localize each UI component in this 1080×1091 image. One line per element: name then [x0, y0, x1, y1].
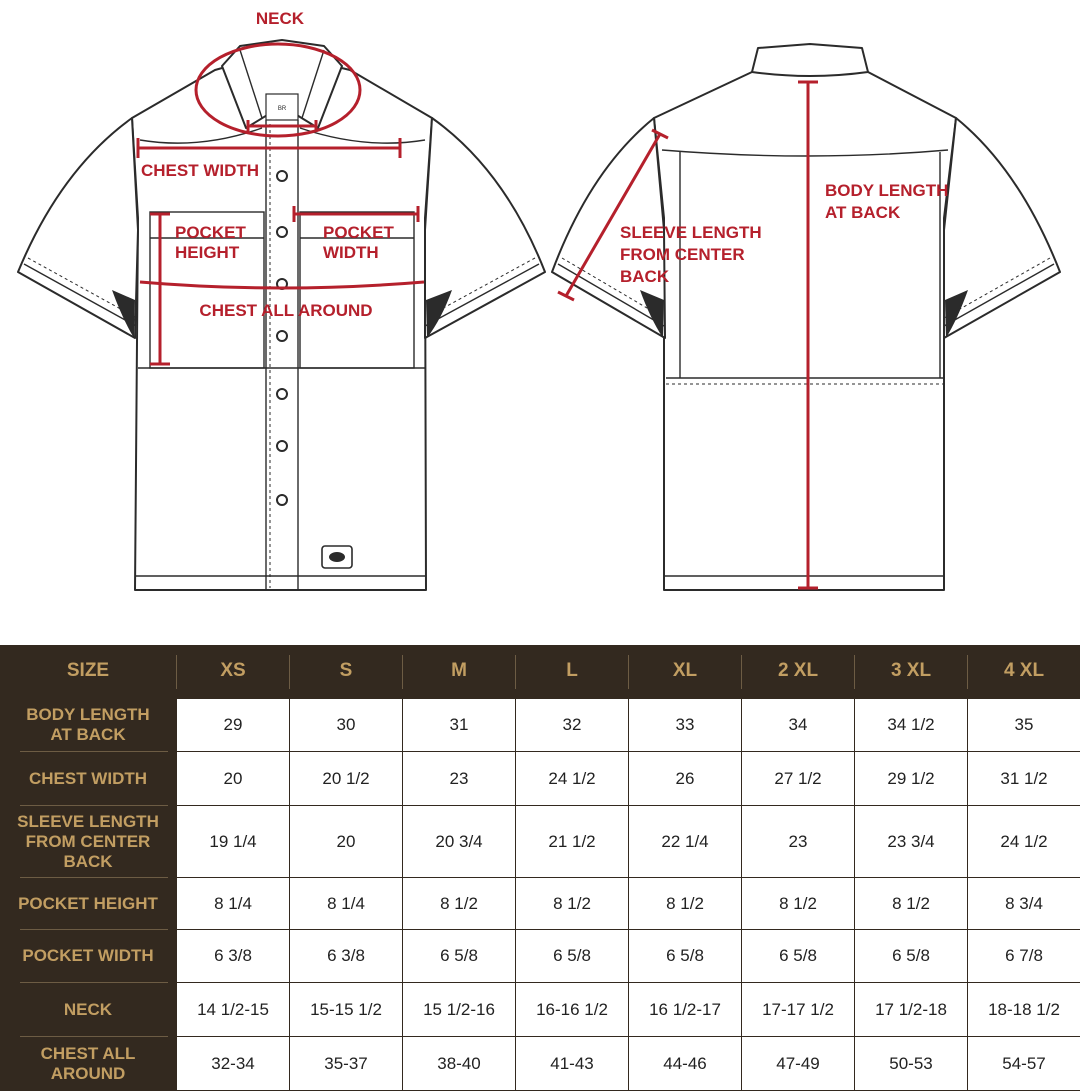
body-length-label: BODY LENGTH AT BACK	[825, 181, 949, 222]
table-cell: 15-15 1/2	[290, 983, 402, 1036]
row-label	[0, 1037, 176, 1090]
table-cell: 35-37	[290, 1037, 402, 1090]
row-label-line: POCKET WIDTH	[22, 946, 154, 965]
row-label	[0, 878, 176, 929]
table-cell: 6 7/8	[968, 930, 1080, 982]
table-cell: 8 1/4	[177, 878, 289, 929]
size-chart-table	[0, 645, 1080, 1091]
table-cell: 6 5/8	[516, 930, 628, 982]
size-header-label: SIZE	[66, 660, 110, 681]
table-cell: 19 1/4	[177, 806, 289, 877]
header-separator	[854, 655, 855, 689]
row-label-line: CHEST ALL	[40, 1043, 136, 1063]
table-cell: 8 1/2	[516, 878, 628, 929]
row-label-text	[29, 769, 147, 789]
table-cell: 47-49	[742, 1037, 854, 1090]
size-header-3xl: 3 XL	[890, 660, 932, 681]
chest-width-label: CHEST WIDTH	[141, 161, 260, 180]
row-separator	[20, 877, 168, 878]
table-cell: 6 3/8	[177, 930, 289, 982]
table-cell: 41-43	[516, 1037, 628, 1090]
table-cell: 8 1/2	[855, 878, 967, 929]
size-header-m: M	[451, 660, 467, 681]
row-label-line: NECK	[63, 999, 113, 1019]
table-cell: 20 3/4	[403, 806, 515, 877]
table-cell: 24 1/2	[968, 806, 1080, 877]
table-cell: 29	[177, 699, 289, 751]
row-label	[0, 930, 176, 982]
shirt-back-icon	[552, 44, 1060, 590]
table-cell: 33	[629, 699, 741, 751]
table-cell: 38-40	[403, 1037, 515, 1090]
size-header-4xl: 4 XL	[1003, 660, 1045, 681]
row-label	[0, 752, 176, 805]
row-separator	[20, 805, 168, 806]
table-cell: 30	[290, 699, 402, 751]
table-cell: 32-34	[177, 1037, 289, 1090]
table-cell: 29 1/2	[855, 752, 967, 805]
table-cell: 8 1/2	[629, 878, 741, 929]
row-separator	[20, 1036, 168, 1037]
table-cell: 6 5/8	[629, 930, 741, 982]
table-cell: 23	[742, 806, 854, 877]
table-cell: 20	[290, 806, 402, 877]
table-cell: 14 1/2-15	[177, 983, 289, 1036]
table-cell: 54-57	[968, 1037, 1080, 1090]
table-cell: 32	[516, 699, 628, 751]
header-separator	[967, 655, 968, 689]
header-separator	[402, 655, 403, 689]
pocket-width-label: POCKET WIDTH	[323, 223, 394, 262]
table-cell: 16 1/2-17	[629, 983, 741, 1036]
table-cell: 6 5/8	[742, 930, 854, 982]
table-cell: 27 1/2	[742, 752, 854, 805]
row-label-line: FROM CENTER	[25, 831, 151, 851]
row-label-text	[41, 1044, 136, 1084]
header-separator	[515, 655, 516, 689]
row-label-text	[17, 812, 159, 872]
sleeve-length-label: SLEEVE LENGTH FROM CENTER BACK	[620, 223, 762, 286]
row-label-line: CHEST WIDTH	[28, 768, 148, 788]
table-cell: 8 1/4	[290, 878, 402, 929]
row-label-line: BACK	[63, 851, 113, 871]
table-cell: 22 1/4	[629, 806, 741, 877]
row-label-text	[18, 894, 158, 914]
row-separator	[20, 982, 168, 983]
table-cell: 6 5/8	[855, 930, 967, 982]
size-header-l: L	[566, 660, 578, 681]
row-label-text	[26, 705, 149, 745]
row-separator	[20, 929, 168, 930]
size-header-xl: XL	[672, 660, 698, 681]
table-cell: 31	[403, 699, 515, 751]
table-cell: 50-53	[855, 1037, 967, 1090]
table-cell: 34 1/2	[855, 699, 967, 751]
table-cell: 8 1/2	[742, 878, 854, 929]
table-cell: 44-46	[629, 1037, 741, 1090]
table-cell: 15 1/2-16	[403, 983, 515, 1036]
row-label-text	[64, 1000, 112, 1020]
row-label	[0, 983, 176, 1036]
table-cell: 17 1/2-18	[855, 983, 967, 1036]
table-cell: 16-16 1/2	[516, 983, 628, 1036]
row-label-line: BODY LENGTH	[26, 705, 150, 724]
size-header-2xl: 2 XL	[777, 660, 819, 681]
table-cell: 21 1/2	[516, 806, 628, 877]
table-cell: 24 1/2	[516, 752, 628, 805]
row-label-text	[22, 946, 153, 966]
row-label	[0, 699, 176, 751]
header-separator	[176, 655, 177, 689]
table-cell: 8 1/2	[403, 878, 515, 929]
pocket-height-label: POCKET HEIGHT	[175, 223, 246, 262]
table-cell: 6 5/8	[403, 930, 515, 982]
header-separator	[741, 655, 742, 689]
table-cell: 23	[403, 752, 515, 805]
table-cell: 6 3/8	[290, 930, 402, 982]
table-cell: 34	[742, 699, 854, 751]
row-label-line: SLEEVE LENGTH	[17, 811, 159, 831]
chest-all-around-label: CHEST ALL AROUND	[199, 301, 373, 320]
row-label	[0, 806, 176, 877]
neck-label: NECK	[255, 9, 305, 28]
size-header-s: S	[339, 660, 353, 681]
table-cell: 17-17 1/2	[742, 983, 854, 1036]
row-label-line: AT BACK	[50, 725, 126, 744]
table-cell: 8 3/4	[968, 878, 1080, 929]
table-cell: 31 1/2	[968, 752, 1080, 805]
row-label-line: AROUND	[50, 1063, 126, 1083]
header-separator	[289, 655, 290, 689]
table-cell: 35	[968, 699, 1080, 751]
table-cell: 20 1/2	[290, 752, 402, 805]
svg-text:BR: BR	[277, 106, 287, 112]
row-separator	[20, 751, 168, 752]
size-header-xs: XS	[220, 660, 246, 681]
table-cell: 23 3/4	[855, 806, 967, 877]
table-cell: 18-18 1/2	[968, 983, 1080, 1036]
row-label-line: POCKET HEIGHT	[18, 893, 158, 913]
table-cell: 20	[177, 752, 289, 805]
header-separator	[628, 655, 629, 689]
table-cell: 26	[629, 752, 741, 805]
